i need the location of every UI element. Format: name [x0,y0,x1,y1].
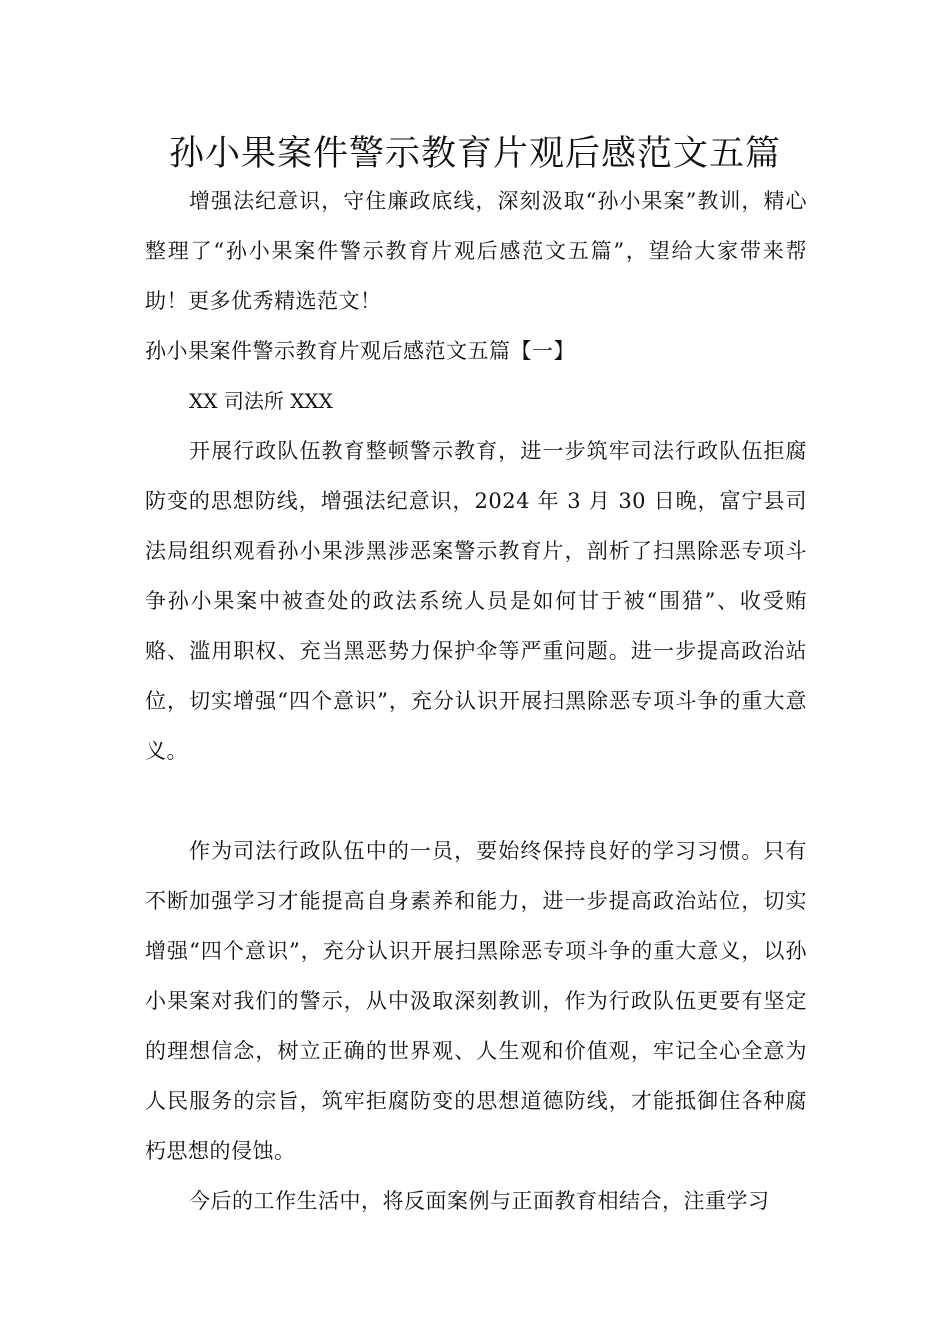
intro-paragraph: 增强法纪意识，守住廉政底线，深刻汲取“孙小果案”教训，精心整理了“孙小果案件警示教育片观后感范文五篇”，望给大家带来帮助！更多优秀精选范文！ [145,189,807,313]
author-byline: XX 司法所 XXX [189,389,333,413]
document-title: 孙小果案件警示教育片观后感范文五篇 [168,134,781,174]
body-paragraph-2: 作为司法行政队伍中的一员，要始终保持良好的学习习惯。只有不断加强学习才能提高自身素养和能力，进一步提高政治站位，切实增强“四个意识”，充分认识开展扫黑除恶专项斗争的重大意义，以孙小果案对我们的警示，从中汲取深刻教训，作为行政队伍更要有坚定的理想信念，树立正确的世界观、人生观和价值观，牢记全心全意为人民服务的宗旨，筑牢拒腐防变的思想道德防线，才能抵御住各种腐朽思想的侵蚀。 [145,839,807,1163]
document-body [145,176,807,1226]
paragraph-spacer [145,776,807,826]
section-heading: 孙小果案件警示教育片观后感范文五篇【一】 [145,339,575,363]
body-paragraph-3: 今后的工作生活中，将反面案例与正面教育相结合，注重学习 [189,1189,770,1213]
body-paragraph-1: 开展行政队伍教育整顿警示教育，进一步筑牢司法行政队伍拒腐防变的思想防线，增强法纪意识，2024 年 3 月 30 日晚，富宁县司法局组织观看孙小果涉黑涉恶案警示教育片，剖析了扫黑除恶专项斗争孙小果案中被查处的政法系统人员是如何甘于被“围猎”、收受贿赂、滥用职权、充当黑恶势力保护伞等严重问题。进一步提高政治站位，切实增强“四个意识”，充分认识开展扫黑除恶专项斗争的重大意义。 [145,439,807,763]
